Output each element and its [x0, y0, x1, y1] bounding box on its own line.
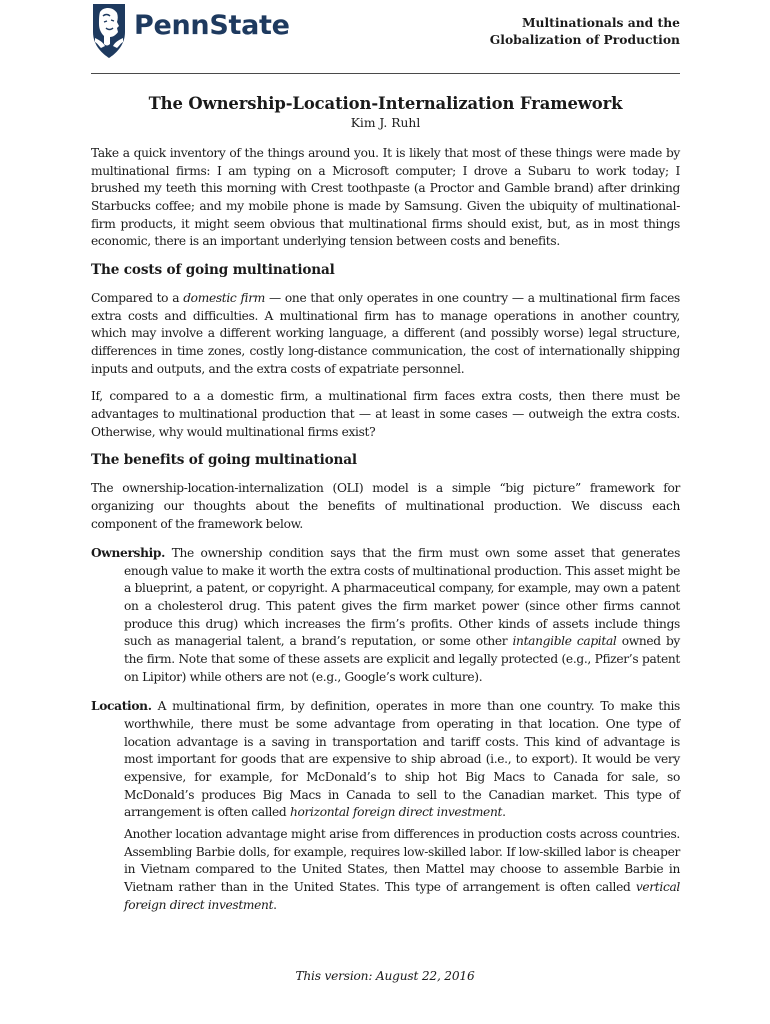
benefits-paragraph-1: The ownership-location-internalization (OLI) model is a simple “big picture” framework for organizing our thoughts about the benefits of multinational production. We discuss each component of the framework below.: [91, 481, 680, 531]
term-horizontal-fdi: horizontal foreign direct investment: [289, 805, 503, 820]
location-paragraph-continued: Another location advantage might arise from differences in production costs across countries. Assembling Barbie dolls, for example, requires low-skilled labor. If low-skilled labor is cheaper in Vietnam compared to the United States, then Mattel may choose to assemble Barbie in Vietnam rather than in the United States. This type of arrangement is often called vertical foreign direct investment.: [124, 827, 680, 912]
series-title: [490, 14, 680, 48]
pennstate-wordmark: PennState: [134, 9, 290, 41]
location-paragraph: Location. A multinational firm, by definition, operates in more than one country. To make this worthwhile, there must be some advantage from operating in that location. One type of location advantage is a saving in transportation and tariff costs. This kind of advantage is most important for goods that are expensive to ship abroad (i.e., to export). It would be very expensive, for example, for McDonald’s to ship hot Big Macs to Canada for sale, so McDonald’s produces Big Macs in Canada to sell to the Canadian market. This type of arrangement is often called horizontal foreign direct investment.: [91, 699, 680, 820]
costs-paragraph-1: Compared to a domestic firm — one that only operates in one country — a multinational firm faces extra costs and difficulties. A multinational firm has to manage operations in another country, which may involve a different working language, a different (and possibly worse) legal structure, differences in time zones, costly long-distance communication, the cost of internationally shipping inputs and outputs, and the extra costs of expatriate personnel.: [91, 290, 680, 376]
term-vertical-fdi: vertical foreign direct investment: [124, 879, 680, 912]
document-author: Kim J. Ruhl: [350, 116, 421, 130]
header-divider: [91, 73, 680, 74]
series-title-line-2: Globalization of Production: [489, 32, 680, 47]
intro-paragraph: Take a quick inventory of the things around you. It is likely that most of these things were made by multinational firms: I am typing on a Microsoft computer; I drove a Subaru to work today; I brushed my teeth this morning with Crest toothpaste (a Proctor and Gamble brand) after drinking Starbucks coffee; and my mobile phone is made by Samsung. Given the ubiquity of multinational-firm products, it might seem obvious that multinational firms should exist, but, as in most things economic, there is an important underlying tension between costs and benefits.: [91, 146, 680, 249]
section-heading-benefits: The benefits of going multinational: [91, 452, 357, 469]
ownership-paragraph: Ownership. The ownership condition says that the firm must own some asset that generates enough value to make it worth the extra costs of multinational production. This asset might be a blueprint, a patent, or copyright. A pharmaceutical company, for example, may own a patent on a cholesterol drug. This patent gives the firm market power (since other firms cannot produce this drug) which increases the firm’s profits. Other kinds of assets include things such as managerial talent, a brand’s reputation, or some other intangible capital owned by the firm. Note that some of these assets are explicit and legally protected (e.g., Pfizer’s patent on Lipitor) while others are not (e.g., Google’s work culture).: [91, 546, 680, 684]
term-domestic-firm: domestic firm: [183, 290, 265, 305]
version-footer: This version: August 22, 2016: [295, 969, 475, 983]
term-intangible-capital: intangible capital: [512, 634, 617, 649]
ownership-term: Ownership.: [91, 546, 166, 561]
location-term: Location.: [91, 699, 152, 714]
page-header: [91, 0, 680, 74]
costs-paragraph-2: If, compared to a a domestic firm, a multinational firm faces extra costs, then there must be advantages to multinational production that — at least in some cases — outweigh the extra costs. Otherwise, why would multinational firms exist?: [91, 389, 680, 439]
series-title-line-1: Multinationals and the: [521, 15, 680, 30]
page: [91, 0, 680, 914]
document-title: The Ownership-Location-Internalization Framework: [148, 94, 623, 113]
nittany-lion-shield-icon: [91, 2, 127, 60]
list-item-ownership: [91, 545, 680, 686]
section-heading-costs: The costs of going multinational: [91, 261, 335, 278]
pennstate-logo: [91, 2, 290, 60]
list-item-location: [91, 698, 680, 914]
